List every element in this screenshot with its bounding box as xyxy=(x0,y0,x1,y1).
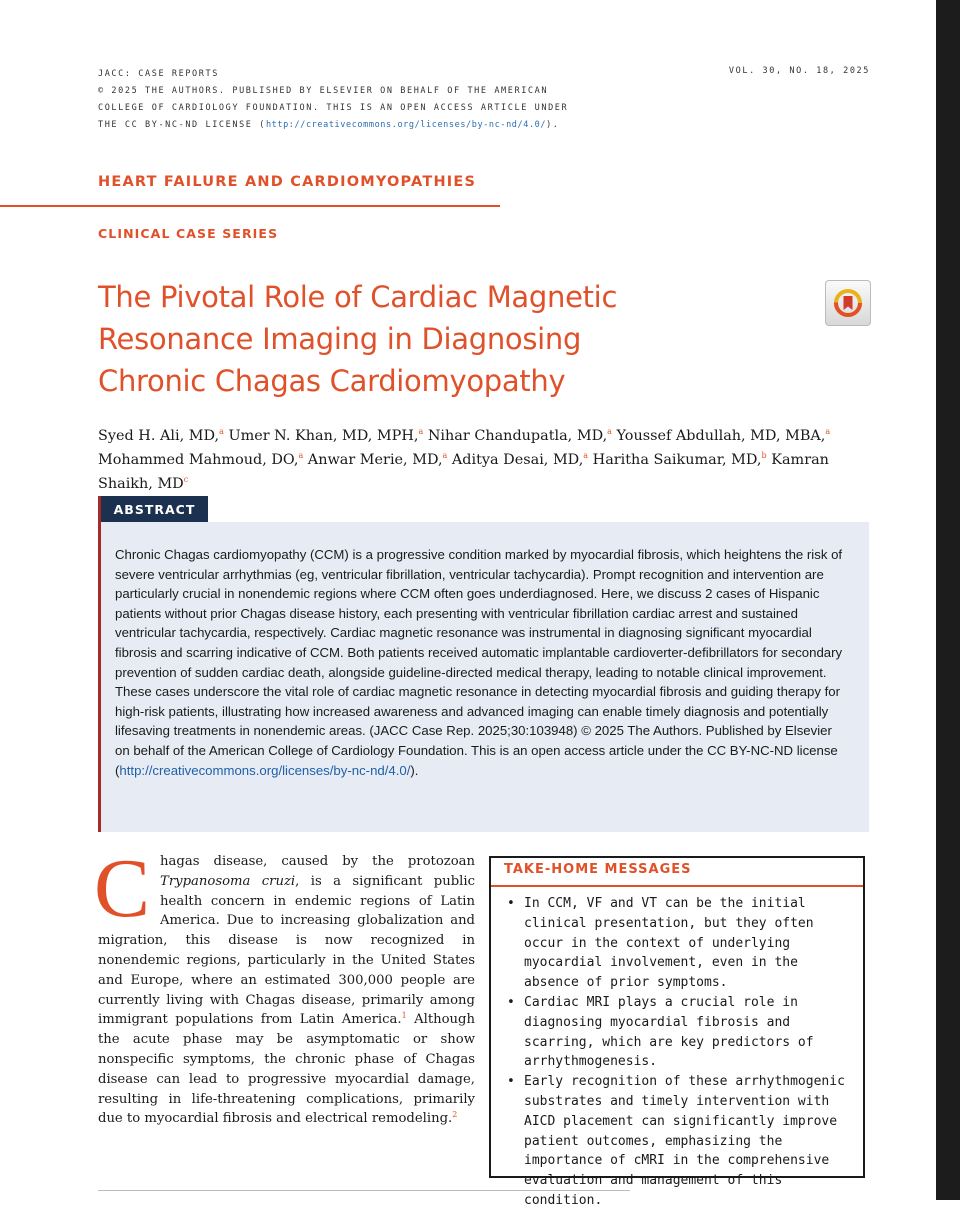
license-line xyxy=(98,117,658,134)
viewer-edge-strip xyxy=(936,0,960,1200)
journal-name: JACC: CASE REPORTS xyxy=(98,69,219,79)
article-type: CLINICAL CASE SERIES xyxy=(98,226,279,241)
abstract-license-link[interactable]: http://creativecommons.org/licenses/by-nc-nd/4.0/ xyxy=(119,762,411,778)
title-line-2: Resonance Imaging in Diagnosing xyxy=(98,322,582,356)
author-list xyxy=(98,424,888,496)
take-home-item: • Early recognition of these arrhythmogenic substrates and timely intervention with AICD placement can significantly improve patient outcomes, emphasizing the importance of cMRI in the comprehensive evaluation and management of this condition. xyxy=(504,1072,850,1211)
section-title: HEART FAILURE AND CARDIOMYOPATHIES xyxy=(98,174,477,190)
author: Syed H. Ali, MD,$^a$ xyxy=(98,427,224,444)
abstract-label: ABSTRACT xyxy=(101,496,208,522)
reference-2[interactable]: 2 xyxy=(452,1110,458,1120)
body-para-1: hagas disease, caused by the protozoan xyxy=(160,854,475,869)
take-home-divider xyxy=(491,885,863,887)
copyright-line-2: COLLEGE OF CARDIOLOGY FOUNDATION. THIS IS AN OPEN ACCESS ARTICLE UNDER xyxy=(98,103,569,113)
license-prefix: THE CC BY-NC-ND LICENSE ( xyxy=(98,120,266,130)
section-divider xyxy=(0,205,500,207)
author: Youssef Abdullah, MD, MBA,$^a$ xyxy=(616,427,831,444)
license-suffix: ). xyxy=(546,120,560,130)
author: Aditya Desai, MD,$^a$ xyxy=(451,451,589,468)
author: Nihar Chandupatla, MD,$^a$ xyxy=(427,427,612,444)
license-link[interactable]: http://creativecommons.org/licenses/by-nc-nd/4.0/ xyxy=(265,120,547,130)
article-title xyxy=(98,276,798,402)
journal-header xyxy=(98,66,658,134)
author: Mohammed Mahmoud, DO,$^a$ xyxy=(98,451,304,468)
species-name: Trypanosoma cruzi xyxy=(160,873,296,889)
abstract-suffix: ). xyxy=(410,762,419,778)
check-for-updates-icon xyxy=(833,288,863,318)
author: Kamran Shaikh, $MD^c$ xyxy=(98,452,829,492)
drop-cap: C xyxy=(94,842,151,935)
author: Umer N. Khan, MD, MPH,$^a$ xyxy=(228,427,424,444)
reference-1[interactable]: 1 xyxy=(401,1011,407,1021)
take-home-list xyxy=(504,894,850,1211)
check-for-updates-badge[interactable] xyxy=(825,280,871,326)
body-text-column xyxy=(94,842,475,1129)
abstract-body: Chronic Chagas cardiomyopathy (CCM) is a progressive condition marked by myocardial fibrosis, which heightens the risk of severe ventricular arrhythmias (eg, ventricular fibrillation, ventricular tachycardia). Prompt recognition and intervention are particularly crucial in nonendemic regions where CCM often goes underdiagnosed. Here, we discuss 2 cases of Hispanic patients without prior Chagas disease history, each presenting with ventricular fibrillation cardiac arrest and sustained ventricular tachycardia, respectively. Cardiac magnetic resonance was instrumental in diagnosing significant myocardial fibrosis and scarring indicative of CCM. Both patients received automatic implantable cardioverter-defibrillators for secondary prevention of sudden cardiac death, alongside guideline-directed medical therapy, leading to notable clinical improvement. These cases underscore the vital role of cardiac magnetic resonance in detecting myocardial fibrosis and guiding therapy for high-risk patients, illustrating how increased awareness and advanced imaging can enable timely diagnosis and potentially lifesaving treatments in nonendemic areas. (JACC Case Rep. 2025;30:103948) © 2025 The Authors. Published by Elsevier on behalf of the American College of Cardiology Foundation. This is an open access article under the CC BY-NC-ND license ( xyxy=(115,547,843,778)
title-line-3: Chronic Chagas Cardiomyopathy xyxy=(98,364,566,398)
copyright-line-1: © 2025 THE AUTHORS. PUBLISHED BY ELSEVIER ON BEHALF OF THE AMERICAN xyxy=(98,86,549,96)
footnote-divider xyxy=(98,1190,630,1191)
author: Haritha Saikumar, MD,$^b$ xyxy=(592,451,767,468)
author: Anwar Merie, MD,$^a$ xyxy=(307,451,448,468)
take-home-item: • Cardiac MRI plays a crucial role in diagnosing myocardial fibrosis and scarring, which are key predictors of arrhythmogenesis. xyxy=(504,993,850,1072)
body-para-2: , is a significant public health concern in endemic regions of Latin America. Due to increasing globalization and migration, this disease is now recognized in nonendemic regions, particularly in the United States and Europe, where an estimated 300,000 people are currently living with Chagas disease, primarily among immigrant populations from Latin America. xyxy=(98,873,475,1028)
volume-info: VOL. 30, NO. 18, 2025 xyxy=(728,66,870,76)
abstract-text xyxy=(115,545,850,780)
take-home-item: • In CCM, VF and VT can be the initial clinical presentation, but they often occur in the context of underlying myocardial involvement, even in the absence of prior symptoms. xyxy=(504,894,850,993)
title-line-1: The Pivotal Role of Cardiac Magnetic xyxy=(98,280,618,314)
body-para-3: Although the acute phase may be asymptomatic or show nonspecific symptoms, the chronic phase of Chagas disease can lead to progressive myocardial damage, resulting in life-threatening complications, primarily due to myocardial fibrosis and electrical remodeling. xyxy=(98,1012,475,1127)
take-home-title: TAKE-HOME MESSAGES xyxy=(504,862,692,877)
